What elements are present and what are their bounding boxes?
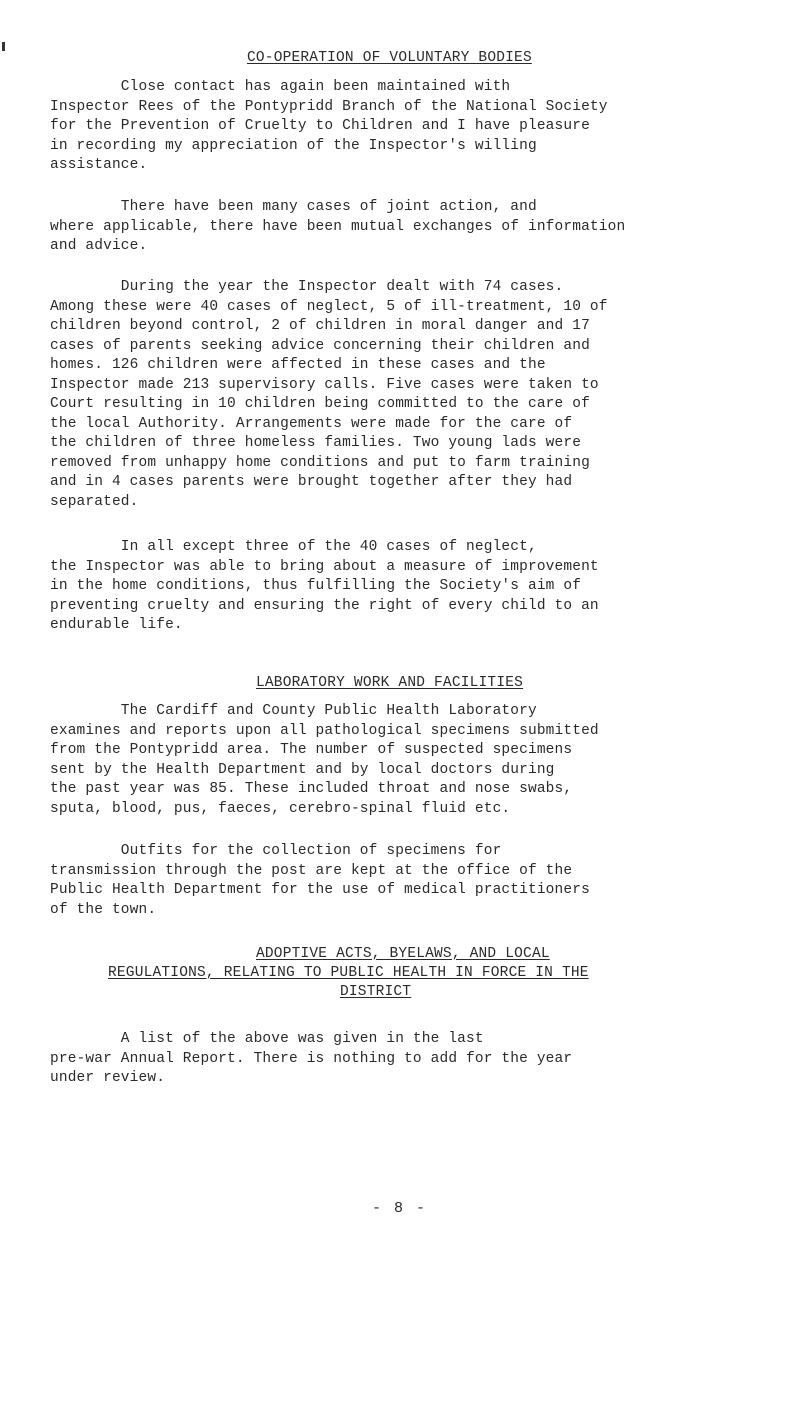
- heading-adoptive-acts-line-2: REGULATIONS, RELATING TO PUBLIC HEALTH IN FORCE IN THE: [108, 965, 589, 981]
- text-line: sputa, blood, pus, faeces, cerebro-spinal fluid etc.: [50, 800, 511, 817]
- paragraph-laboratory-2: [50, 842, 798, 920]
- text-line: In all except three of the 40 cases of neglect,: [50, 539, 537, 555]
- text-line: Close contact has again been maintained with: [50, 79, 511, 95]
- paragraph-adoptive-1: [50, 1030, 798, 1089]
- text-line: removed from unhappy home conditions and put to farm training: [50, 454, 590, 471]
- text-line: from the Pontypridd area. The number of suspected specimens: [50, 742, 573, 758]
- heading-voluntary-bodies: CO-OPERATION OF VOLUNTARY BODIES: [247, 50, 532, 66]
- paragraph-voluntary-3: [50, 278, 798, 512]
- text-line: in recording my appreciation of the Inspector's willing: [50, 137, 537, 154]
- text-line: Inspector made 213 supervisory calls. Five cases were taken to: [50, 376, 599, 393]
- text-line: for the Prevention of Cruelty to Children and I have pleasure: [50, 118, 590, 134]
- text-line: endurable life.: [50, 617, 183, 633]
- paragraph-laboratory-1: [50, 702, 798, 819]
- text-line: transmission through the post are kept at the office of the: [50, 862, 573, 879]
- text-line: homes. 126 children were affected in these cases and the: [50, 357, 546, 373]
- text-line: where applicable, there have been mutual exchanges of information: [50, 218, 626, 235]
- margin-mark: [2, 42, 5, 51]
- text-line: preventing cruelty and ensuring the right of every child to an: [50, 597, 599, 614]
- text-line: Among these were 40 cases of neglect, 5 of ill-treatment, 10 of: [50, 298, 608, 315]
- text-line: cases of parents seeking advice concerning their children and: [50, 337, 590, 354]
- text-line: and in 4 cases parents were brought together after they had: [50, 474, 573, 490]
- text-line: and advice.: [50, 238, 148, 254]
- text-line: Public Health Department for the use of medical practitioners: [50, 882, 590, 898]
- text-line: children beyond control, 2 of children in moral danger and 17: [50, 318, 590, 334]
- page-number: - 8 -: [372, 1200, 428, 1217]
- text-line: Court resulting in 10 children being committed to the care of: [50, 396, 590, 412]
- heading-adoptive-acts-line-1: ADOPTIVE ACTS, BYELAWS, AND LOCAL: [256, 946, 550, 962]
- text-line: the local Authority. Arrangements were made for the care of: [50, 415, 573, 432]
- text-line: separated.: [50, 493, 139, 510]
- heading-adoptive-acts-line-3: DISTRICT: [340, 984, 412, 1000]
- text-line: A list of the above was given in the last: [50, 1031, 484, 1047]
- text-line: the children of three homeless families. Two young lads were: [50, 435, 582, 451]
- paragraph-voluntary-1: [50, 78, 798, 176]
- text-line: of the town.: [50, 901, 157, 918]
- text-line: examines and reports upon all pathological specimens submitted: [50, 722, 599, 739]
- text-line: There have been many cases of joint action, and: [50, 199, 537, 215]
- text-line: pre-war Annual Report. There is nothing to add for the year: [50, 1050, 573, 1067]
- text-line: Inspector Rees of the Pontypridd Branch of the National Society: [50, 98, 608, 115]
- text-line: During the year the Inspector dealt with 74 cases.: [50, 279, 564, 295]
- text-line: sent by the Health Department and by local doctors during: [50, 761, 555, 778]
- text-line: assistance.: [50, 157, 148, 173]
- text-line: under review.: [50, 1070, 166, 1086]
- text-line: Outfits for the collection of specimens for: [50, 843, 502, 859]
- text-line: the past year was 85. These included throat and nose swabs,: [50, 781, 573, 797]
- paragraph-voluntary-4: [50, 538, 798, 636]
- paragraph-voluntary-2: [50, 198, 798, 257]
- text-line: the Inspector was able to bring about a measure of improvement: [50, 558, 599, 575]
- text-line: The Cardiff and County Public Health Laboratory: [50, 703, 537, 719]
- text-line: in the home conditions, thus fulfilling the Society's aim of: [50, 578, 582, 594]
- heading-laboratory: LABORATORY WORK AND FACILITIES: [256, 675, 524, 691]
